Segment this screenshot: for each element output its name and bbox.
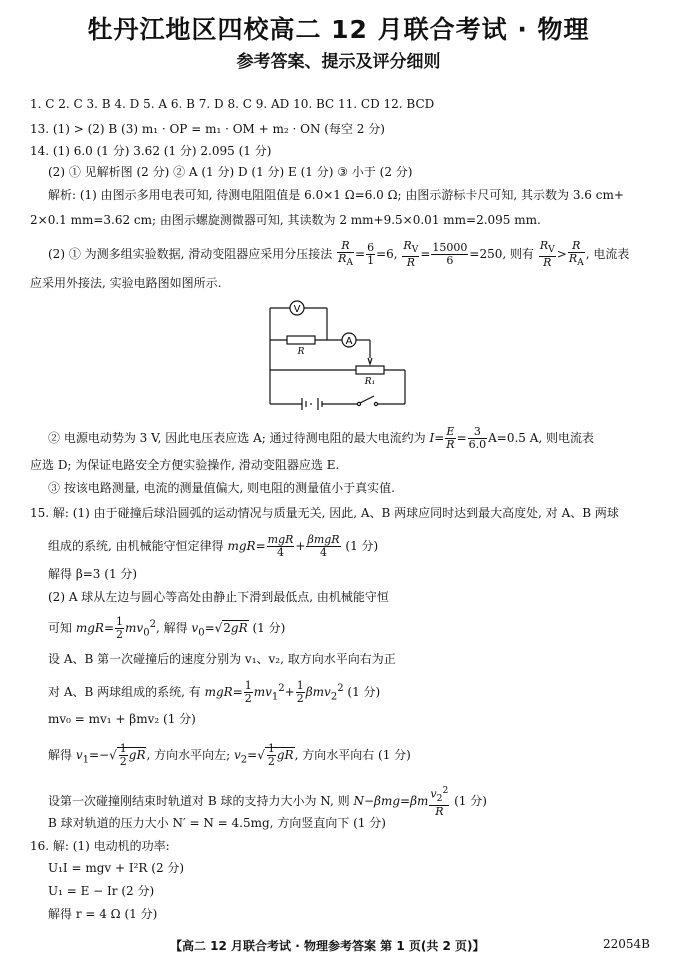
q14-explain-4: 应采用外接法, 实验电路图如图所示.	[30, 276, 222, 290]
q16-line-3: U₁ = E − Ir (2 分)	[48, 884, 155, 898]
q15-line-11: B 球对轨道的压力大小 N′ = N = 4.5mg, 方向竖直向下 (1 分)	[48, 816, 386, 830]
footer-page-info: 【高二 12 月联合考试 · 物理参考答案 第 1 页(共 2 页)】	[170, 939, 485, 953]
q15-line-7: 对 A、B 两球组成的系统, 有 mgR= $\frac{1}{2}$ $mv_1^2+$ $\frac{1}{2}$ βmv$_2^2$ (1 分)	[48, 679, 381, 705]
resistor-label: R	[297, 347, 305, 357]
q15-line-4: (2) A 球从左边与圆心等高处由静止下滑到最低点, 由机械能守恒	[48, 590, 389, 604]
q14-explain-6: 应选 D; 为保证电路安全方便实验操作, 滑动变阻器应选 E.	[30, 458, 340, 472]
q15-line-10: 设第一次碰撞刚结束时轨道对 B 球的支持力大小为 N, 则 N−βmg=βm $\frac{v_2^2}{R}$ (1 分)	[48, 785, 487, 818]
q15-line-5: 可知 mgR= $\frac{1}{2}$ $mv_0^2$, 解得 $v_0=√2gR$ (1 分)	[48, 615, 286, 641]
q15-line-8: mv₀ = mv₁ + βmv₂ (1 分)	[48, 712, 196, 726]
circuit-diagram	[262, 298, 412, 416]
ammeter-label: A	[345, 336, 353, 347]
q16-line-1: 16. 解: (1) 电动机的功率:	[30, 839, 170, 853]
q15-line-6: 设 A、B 第一次碰撞后的速度分别为 v₁、v₂, 取方向水平向右为正	[48, 652, 396, 666]
mc-answers: 1. C 2. C 3. B 4. D 5. A 6. B 7. D 8. C 9. AD 10. BC 11. CD 12. BCD	[30, 97, 435, 111]
q15-line-2: 组成的系统, 由机械能守恒定律得 mgR= $\frac{\text{mgR}}{4}$ + $\frac{\text{βmgR}}{4}$ (1 分)	[48, 533, 379, 559]
q14-explain-2: 2×0.1 mm=3.62 cm; 由图示螺旋测微器可知, 其读数为 2 mm+9.5×0.01 mm=2.095 mm.	[30, 213, 541, 227]
q15-line-3: 解得 β=3 (1 分)	[48, 567, 138, 581]
q14-explain-3: (2) ① 为测多组实验数据, 滑动变阻器应采用分压接法 $\frac{R}{R_A}$ = $\frac{6}{1}$ =6, $\frac{R_V}{R}$ = $\frac{15000}{6}$ =250, 则有 $\frac{R_V}{R}$ > $\frac{R}{R_A}$ , 电流表	[48, 239, 630, 270]
page-subtitle: 参考答案、提示及评分细则	[236, 52, 441, 72]
q14-explain-5: ② 电源电动势为 3 V, 因此电压表应选 A; 通过待测电阻的最大电流约为 I= $\frac{E}{R}$ = $\frac{3}{6.0}$ A=0.5 A, 则电流表	[48, 425, 595, 451]
q14-explain-1: 解析: (1) 由图示多用电表可知, 待测电阻阻值是 6.0×1 Ω=6.0 Ω; 由图示游标卡尺可知, 其示数为 3.6 cm+	[48, 188, 624, 202]
q15-line-9: 解得 $v_1=-√$ $\frac{1}{2}$ gR, 方向水平向左; $v_2=√$ $\frac{1}{2}$ gR, 方向水平向右 (1 分)	[48, 742, 411, 768]
footer-code: 22054B	[603, 937, 650, 951]
q14-part1: 14. (1) 6.0 (1 分) 3.62 (1 分) 2.095 (1 分)	[30, 144, 272, 158]
q14-explain-7: ③ 按该电路测量, 电流的测量值偏大, 则电阻的测量值小于真实值.	[48, 481, 395, 495]
q13-answer: 13. (1) > (2) B (3) m₁ · OP = m₁ · OM + m₂ · ON (每空 2 分)	[30, 122, 385, 136]
q15-line-1: 15. 解: (1) 由于碰撞后球沿圆弧的运动情况与质量无关, 因此, A、B 两球应同时达到最大高度处, 对 A、B 两球	[30, 506, 619, 520]
q16-line-2: U₁I = mgv + I²R (2 分)	[48, 861, 185, 875]
rheostat-label: R₁	[364, 377, 376, 387]
q16-line-4: 解得 r = 4 Ω (1 分)	[48, 907, 158, 921]
page-title: 牡丹江地区四校高二 12 月联合考试 · 物理	[87, 15, 590, 44]
voltmeter-label: V	[293, 304, 301, 315]
q14-part2: (2) ① 见解析图 (2 分) ② A (1 分) D (1 分) E (1 分) ③ 小于 (2 分)	[48, 165, 413, 179]
